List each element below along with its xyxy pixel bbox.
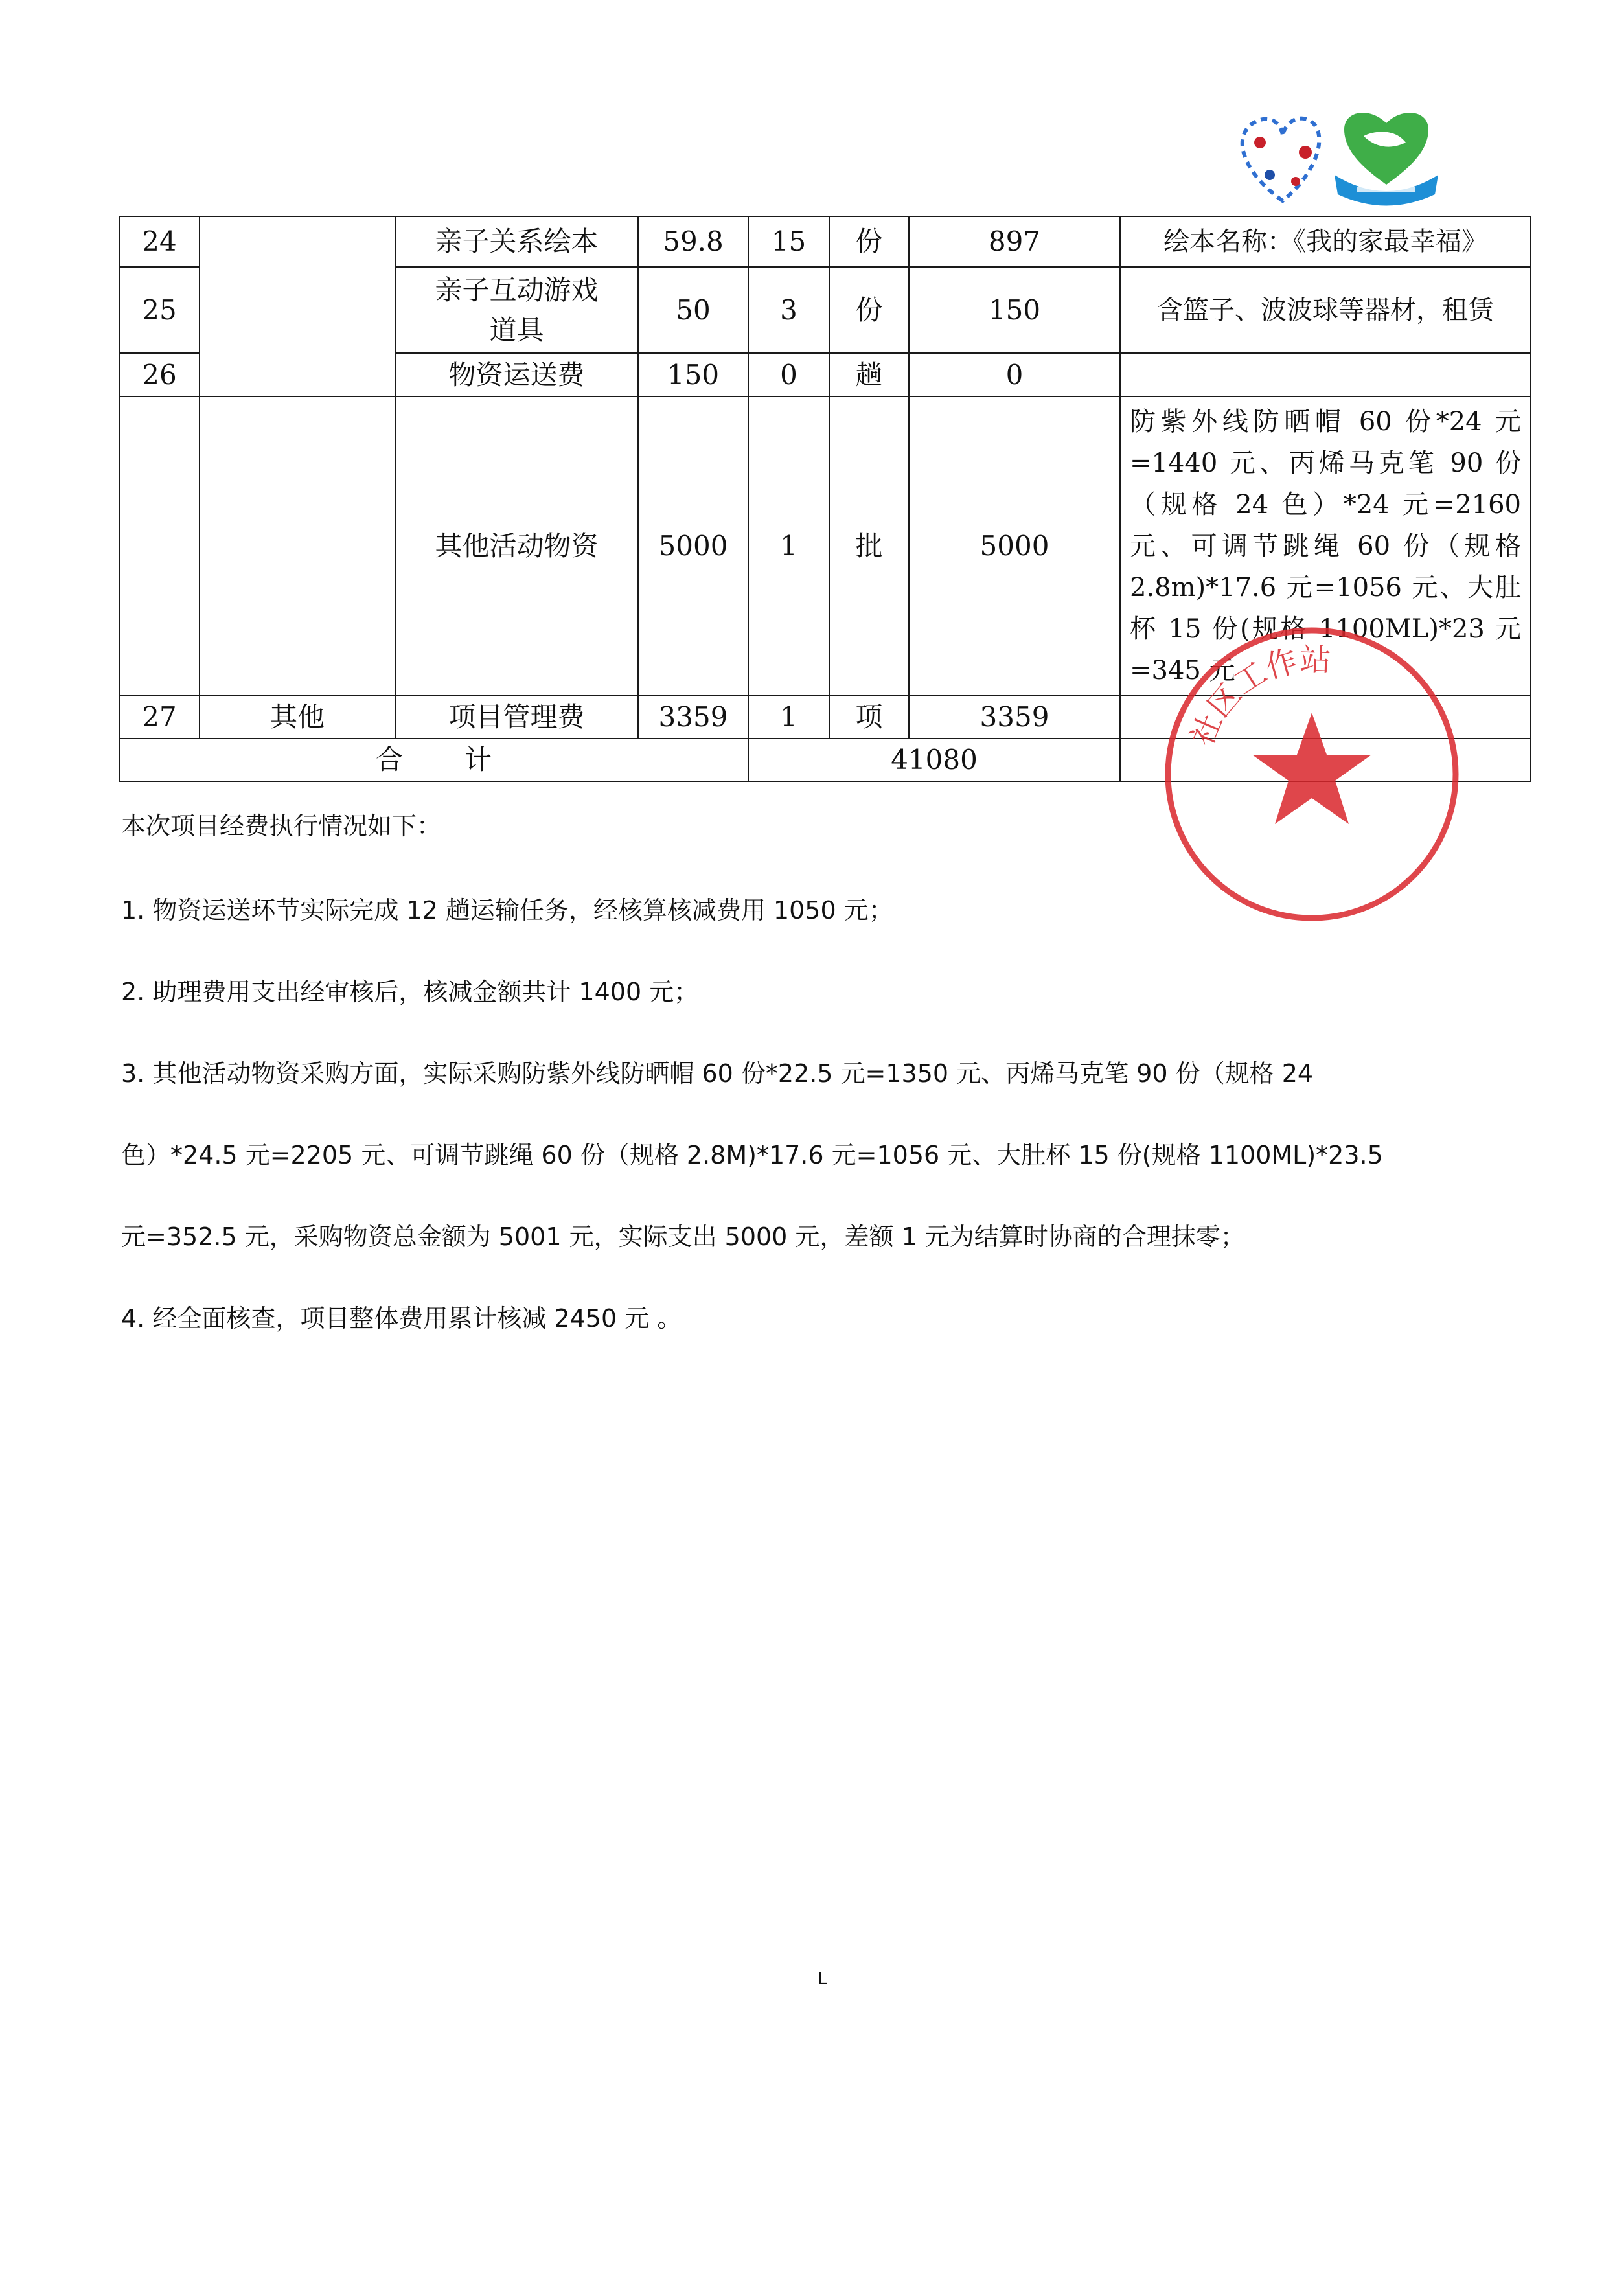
note-item-4: 4. 经全面核查，项目整体费用累计核减 2450 元 。 [121, 1304, 682, 1333]
category-cell [200, 396, 395, 696]
remark: 防紫外线防晒帽 60 份*24 元=1440 元、丙烯马克笔 90 份（规格 24 色）*24 元=2160 元、可调节跳绳 60 份（规格 2.8m)*17.6 元=1056 元、大肚杯 15 份(规格 1100ML)*23 元=345 元 [1120, 396, 1531, 696]
item-name: 项目管理费 [395, 696, 638, 739]
header-logos [1231, 104, 1490, 214]
note-item-3-line-1: 3. 其他活动物资采购方面，实际采购防紫外线防晒帽 60 份*22.5 元=1350 元、丙烯马克笔 90 份（规格 24 [121, 1059, 1314, 1088]
logos-svg [1231, 104, 1490, 214]
total-label: 合计 [119, 739, 748, 781]
category-cell [200, 216, 395, 396]
unit: 份 [829, 267, 909, 353]
table-row [119, 216, 1531, 267]
item-name: 亲子互动游戏道具 [395, 267, 638, 353]
amount: 5000 [909, 396, 1120, 696]
remark: 绘本名称：《我的家最幸福》 [1120, 216, 1531, 267]
green-hands-logo-icon [1335, 113, 1438, 206]
unit-price: 5000 [638, 396, 748, 696]
quantity: 3 [748, 267, 829, 353]
amount: 3359 [909, 696, 1120, 739]
unit: 批 [829, 396, 909, 696]
unit-price: 59.8 [638, 216, 748, 267]
note-item-1: 1. 物资运送环节实际完成 12 趟运输任务，经核算核减费用 1050 元； [121, 896, 893, 924]
quantity: 0 [748, 353, 829, 396]
unit-price: 150 [638, 353, 748, 396]
row-number: 27 [119, 696, 200, 739]
unit-price: 50 [638, 267, 748, 353]
total-value: 41080 [748, 739, 1120, 781]
row-number: 24 [119, 216, 200, 267]
unit-price: 3359 [638, 696, 748, 739]
unit: 项 [829, 696, 909, 739]
footer-mark: L [818, 1969, 827, 1989]
row-number [119, 396, 200, 696]
item-name: 其他活动物资 [395, 396, 638, 696]
red-official-seal-icon [1160, 622, 1464, 926]
category-cell: 其他 [200, 696, 395, 739]
unit: 趟 [829, 353, 909, 396]
row-number: 25 [119, 267, 200, 353]
note-item-2: 2. 助理费用支出经审核后，核减金额共计 1400 元； [121, 978, 699, 1006]
seal-svg [1160, 622, 1464, 926]
item-name: 物资运送费 [395, 353, 638, 396]
quantity: 15 [748, 216, 829, 267]
note-item-3-line-2: 色）*24.5 元=2205 元、可调节跳绳 60 份（规格 2.8M)*17.6 元=1056 元、大肚杯 15 份(规格 1100ML)*23.5 [121, 1141, 1383, 1169]
amount: 0 [909, 353, 1120, 396]
seal-text: 社区工作站 [1184, 641, 1332, 752]
note-item-3-line-3: 元=352.5 元，采购物资总金额为 5001 元，实际支出 5000 元，差额 1 元为结算时协商的合理抹零； [121, 1223, 1245, 1251]
remark [1120, 353, 1531, 396]
remark: 含篮子、波波球等器材，租赁 [1120, 267, 1531, 353]
notes-intro: 本次项目经费执行情况如下： [121, 812, 442, 840]
quantity: 1 [748, 396, 829, 696]
dotted-heart-logo-icon [1243, 119, 1320, 201]
item-name: 亲子关系绘本 [395, 216, 638, 267]
unit: 份 [829, 216, 909, 267]
quantity: 1 [748, 696, 829, 739]
amount: 897 [909, 216, 1120, 267]
amount: 150 [909, 267, 1120, 353]
row-number: 26 [119, 353, 200, 396]
